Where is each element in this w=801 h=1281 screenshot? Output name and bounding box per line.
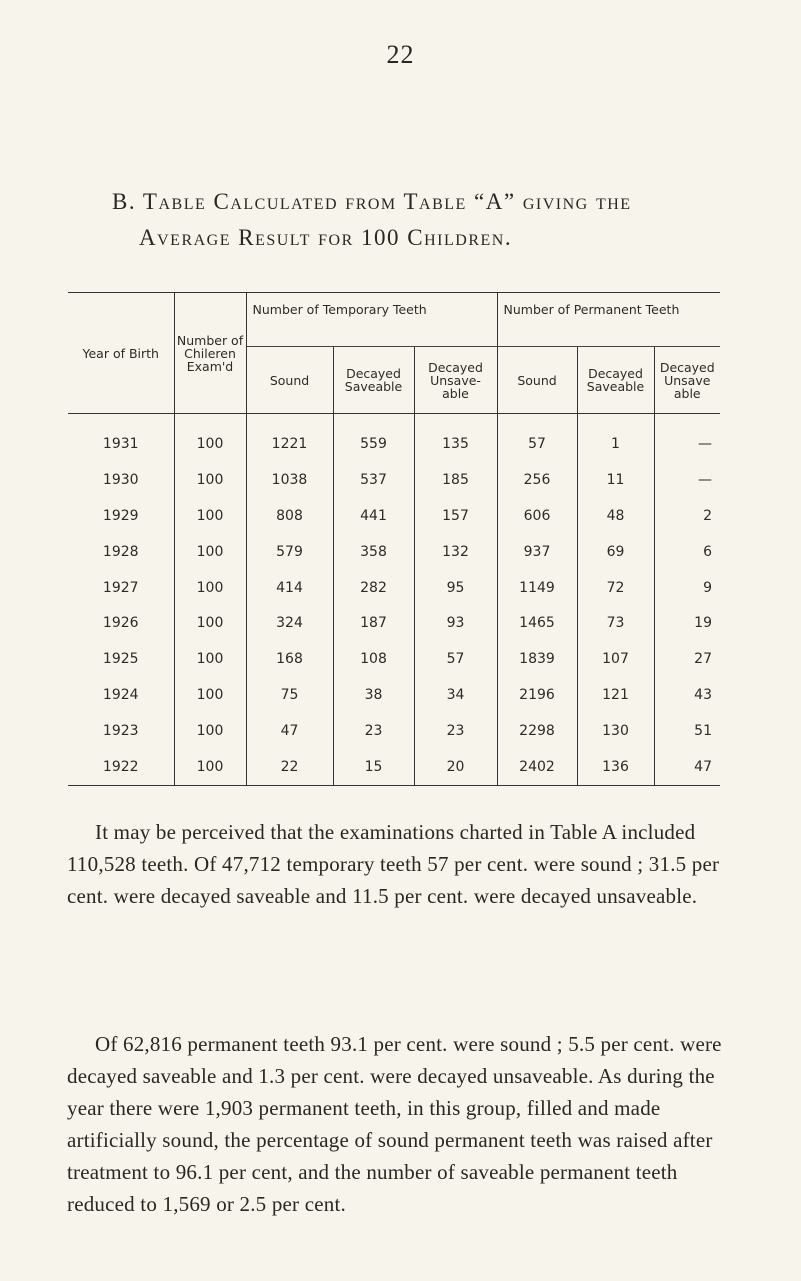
cell-perm-sound: 2298 bbox=[497, 713, 577, 749]
cell-temp-decayed-saveable: 15 bbox=[333, 749, 414, 785]
cell-temp-decayed-unsaveable: 93 bbox=[414, 605, 497, 641]
cell-perm-decayed-unsaveable: 51 bbox=[694, 723, 712, 740]
cell-temp-decayed-saveable: 358 bbox=[333, 534, 414, 570]
header-temp-decayed-saveable: Decayed Saveable bbox=[333, 347, 414, 414]
cell-temp-decayed-unsaveable: 34 bbox=[414, 677, 497, 713]
cell-temp-decayed-saveable: 559 bbox=[333, 414, 414, 462]
cell-temp-sound: 414 bbox=[246, 570, 333, 606]
cell-temp-decayed-saveable: 537 bbox=[333, 462, 414, 498]
cell-number-examined: 100 bbox=[174, 570, 246, 606]
cell-perm-sound: 57 bbox=[497, 414, 577, 462]
table-body bbox=[68, 414, 720, 786]
cell-temp-sound: 168 bbox=[246, 641, 333, 677]
table-row bbox=[68, 498, 720, 534]
cell-number-examined: 100 bbox=[174, 641, 246, 677]
cell-temp-decayed-saveable: 441 bbox=[333, 498, 414, 534]
header-group-temporary: Number of Temporary Teeth bbox=[246, 293, 497, 347]
header-group-permanent: Number of Permanent Teeth bbox=[497, 293, 720, 347]
cell-number-examined: 100 bbox=[174, 534, 246, 570]
heading-line-2: Average Result for 100 Children. bbox=[139, 225, 513, 250]
table-row bbox=[68, 414, 720, 462]
cell-perm-decayed-unsaveable: — bbox=[698, 435, 712, 452]
cell-temp-decayed-unsaveable: 95 bbox=[414, 570, 497, 606]
paragraph-1 bbox=[67, 816, 745, 912]
cell-year: 1923 bbox=[68, 713, 174, 749]
header-temp-decayed-unsaveable: Decayed Unsave- able bbox=[414, 347, 497, 414]
table-heading bbox=[112, 184, 732, 256]
cell-temp-sound: 324 bbox=[246, 605, 333, 641]
paragraph-1-text: It may be perceived that the examinations charted in Table A included 110,528 teeth. Of 47,712 temporary teeth 57 per cent. were sound ; 31.5 per cent. were decayed saveable and 11.5 per cent. were decayed unsaveable. bbox=[67, 820, 720, 908]
table-row bbox=[68, 677, 720, 713]
cell-temp-decayed-saveable: 108 bbox=[333, 641, 414, 677]
cell-perm-decayed-unsaveable: — bbox=[698, 471, 712, 488]
cell-temp-decayed-saveable: 38 bbox=[333, 677, 414, 713]
table-row bbox=[68, 462, 720, 498]
cell-temp-decayed-unsaveable: 20 bbox=[414, 749, 497, 785]
header-year-of-birth: Year of Birth bbox=[68, 293, 174, 414]
cell-perm-decayed-saveable: 1 bbox=[577, 414, 654, 462]
cell-perm-decayed-unsaveable: 6 bbox=[703, 543, 712, 560]
cell-temp-decayed-saveable: 282 bbox=[333, 570, 414, 606]
cell-temp-sound: 1038 bbox=[246, 462, 333, 498]
cell-temp-sound: 47 bbox=[246, 713, 333, 749]
cell-temp-decayed-unsaveable: 23 bbox=[414, 713, 497, 749]
cell-temp-decayed-saveable: 187 bbox=[333, 605, 414, 641]
cell-year: 1924 bbox=[68, 677, 174, 713]
table-row bbox=[68, 534, 720, 570]
cell-perm-decayed-saveable: 136 bbox=[577, 749, 654, 785]
cell-perm-sound: 1839 bbox=[497, 641, 577, 677]
cell-number-examined: 100 bbox=[174, 749, 246, 785]
cell-perm-decayed-unsaveable: 47 bbox=[654, 749, 720, 785]
cell-year: 1926 bbox=[68, 605, 174, 641]
table-row bbox=[68, 641, 720, 677]
cell-perm-decayed-saveable: 107 bbox=[577, 641, 654, 677]
cell-perm-sound: 937 bbox=[497, 534, 577, 570]
cell-number-examined: 100 bbox=[174, 414, 246, 462]
cell-year: 1922 bbox=[68, 749, 174, 785]
cell-year: 1928 bbox=[68, 534, 174, 570]
cell-temp-sound: 75 bbox=[246, 677, 333, 713]
cell-number-examined: 100 bbox=[174, 713, 246, 749]
header-number-examined: Number of Chileren Exam'd bbox=[174, 293, 246, 414]
cell-perm-sound: 256 bbox=[497, 462, 577, 498]
cell-temp-decayed-unsaveable: 132 bbox=[414, 534, 497, 570]
cell-perm-decayed-saveable: 73 bbox=[577, 605, 654, 641]
cell-temp-sound: 808 bbox=[246, 498, 333, 534]
teeth-results-table bbox=[68, 292, 720, 786]
cell-temp-sound: 22 bbox=[246, 749, 333, 785]
cell-temp-sound: 1221 bbox=[246, 414, 333, 462]
cell-perm-sound: 2196 bbox=[497, 677, 577, 713]
table-row bbox=[68, 605, 720, 641]
cell-perm-decayed-saveable: 72 bbox=[577, 570, 654, 606]
cell-perm-decayed-unsaveable: 43 bbox=[694, 687, 712, 704]
cell-temp-sound: 579 bbox=[246, 534, 333, 570]
table-row bbox=[68, 570, 720, 606]
cell-year: 1931 bbox=[68, 414, 174, 462]
cell-perm-decayed-saveable: 69 bbox=[577, 534, 654, 570]
cell-year: 1929 bbox=[68, 498, 174, 534]
cell-number-examined: 100 bbox=[174, 605, 246, 641]
cell-temp-decayed-unsaveable: 135 bbox=[414, 414, 497, 462]
header-temp-sound: Sound bbox=[246, 347, 333, 414]
cell-year: 1930 bbox=[68, 462, 174, 498]
cell-number-examined: 100 bbox=[174, 462, 246, 498]
cell-perm-decayed-saveable: 121 bbox=[577, 677, 654, 713]
cell-perm-decayed-unsaveable: 19 bbox=[694, 615, 712, 632]
cell-perm-decayed-saveable: 11 bbox=[577, 462, 654, 498]
cell-temp-decayed-unsaveable: 157 bbox=[414, 498, 497, 534]
cell-perm-decayed-unsaveable: 9 bbox=[703, 579, 712, 596]
cell-perm-sound: 2402 bbox=[497, 749, 577, 785]
paragraph-2-text: Of 62,816 permanent teeth 93.1 per cent. were sound ; 5.5 per cent. were decayed saveable and 1.3 per cent. were decayed unsaveable. As during the year there were 1,903 permanent teeth, in this group, filled and made artificially sound, the percentage of sound permanent teeth was raised after treatment to 96.1 per cent, and the number of saveable permanent teeth reduced to 1,569 or 2.5 per cent. bbox=[67, 1032, 722, 1216]
cell-perm-sound: 1149 bbox=[497, 570, 577, 606]
cell-number-examined: 100 bbox=[174, 677, 246, 713]
cell-temp-decayed-saveable: 23 bbox=[333, 713, 414, 749]
header-perm-decayed-unsaveable: Decayed Unsave able bbox=[659, 359, 715, 401]
cell-perm-sound: 1465 bbox=[497, 605, 577, 641]
cell-perm-sound: 606 bbox=[497, 498, 577, 534]
heading-line-1: B. Table Calculated from Table “A” giving the bbox=[112, 189, 632, 214]
table-row bbox=[68, 749, 720, 785]
cell-perm-decayed-unsaveable: 27 bbox=[694, 651, 712, 668]
paragraph-2 bbox=[67, 1028, 745, 1220]
cell-year: 1925 bbox=[68, 641, 174, 677]
cell-perm-decayed-saveable: 48 bbox=[577, 498, 654, 534]
table-row bbox=[68, 713, 720, 749]
header-perm-sound: Sound bbox=[497, 347, 577, 414]
cell-year: 1927 bbox=[68, 570, 174, 606]
page-number: 22 bbox=[386, 40, 415, 69]
cell-temp-decayed-unsaveable: 57 bbox=[414, 641, 497, 677]
header-perm-decayed-saveable: Decayed Saveable bbox=[577, 347, 654, 414]
cell-temp-decayed-unsaveable: 185 bbox=[414, 462, 497, 498]
cell-number-examined: 100 bbox=[174, 498, 246, 534]
cell-perm-decayed-saveable: 130 bbox=[577, 713, 654, 749]
cell-perm-decayed-unsaveable: 2 bbox=[703, 507, 712, 524]
